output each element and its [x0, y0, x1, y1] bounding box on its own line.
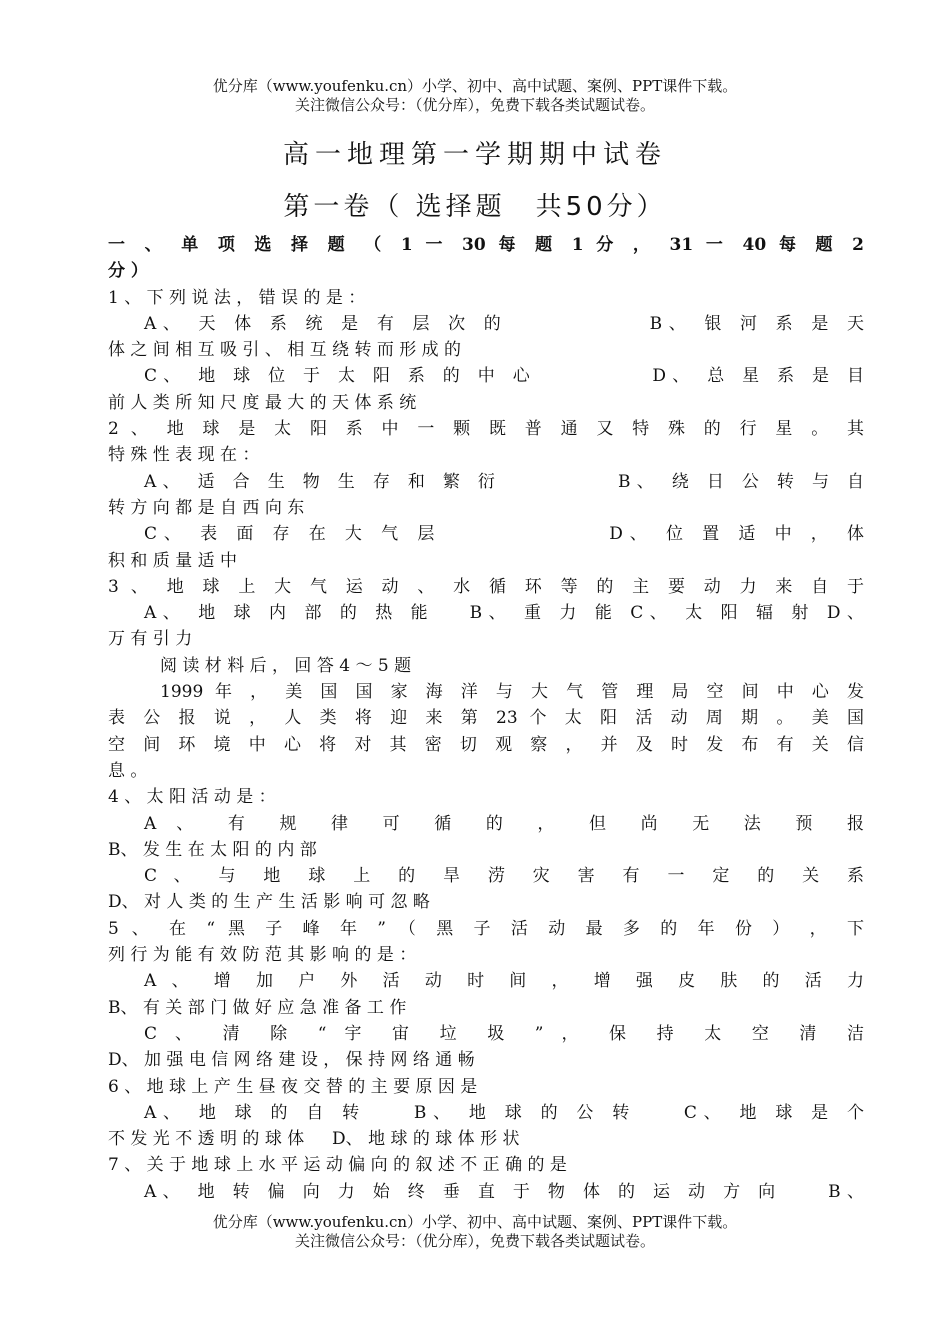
- question-2-options-cont: 转 方 向 都 是 自 西 向 东: [108, 497, 305, 518]
- question-4-option-a: A 、 有 规 律 可 循 的 ， 但 尚 无 法 预 报: [144, 813, 864, 834]
- question-1: 1 、 下 列 说 法 ， 错 误 的 是 ：: [108, 287, 366, 308]
- question-5-option-d: D、 加 强 电 信 网 络 建 设 ， 保 持 网 络 通 畅: [108, 1050, 475, 1071]
- question-1-options-cont: 体 之 间 相 互 吸 引 、 相 互 绕 转 而 形 成 的: [108, 340, 462, 361]
- exam-body: [108, 232, 864, 1205]
- header-line-2: 关注微信公众号：（优分库），免费下载各类试题试卷。: [294, 96, 655, 114]
- question-2-options: C、 表 面 存 在 大 气 层 D、 位 置 适 中 ， 体: [144, 524, 864, 545]
- question-2-options: A、 适 合 生 物 生 存 和 繁 衍 B、 绕 日 公 转 与 自: [144, 471, 864, 492]
- exam-title: 高一地理第一学期期中试卷: [282, 140, 667, 170]
- question-5-option-b: B、 有 关 部 门 做 好 应 急 准 备 工 作: [108, 997, 407, 1018]
- page-footer: [0, 1213, 950, 1251]
- reading-material: 1999 年 ， 美 国 国 家 海 洋 与 大 气 管 理 局 空 间 中 心 发: [160, 682, 864, 703]
- question-4-option-d: D、 对 人 类 的 生 产 生 活 影 响 可 忽 略: [108, 892, 430, 913]
- reading-material: 表 公 报 说 ， 人 类 将 迎 来 第 23 个 太 阳 活 动 周 期 。 美 国: [108, 708, 864, 729]
- question-2-cont: 特 殊 性 表 现 在 ：: [108, 445, 260, 466]
- header-line-1: 优分库（www.youfenku.cn）小学、初中、高中试题、案例、PPT课件下载。: [212, 77, 738, 95]
- question-5-option-c: C 、 清 除 “ 宇 宙 垃 圾 ” ， 保 持 太 空 清 洁: [144, 1023, 864, 1044]
- question-7-options: A、 地 转 偏 向 力 始 终 垂 直 于 物 体 的 运 动 方 向 B、: [144, 1181, 864, 1202]
- page-header: [0, 77, 950, 115]
- reading-instruction: 阅 读 材 料 后 ， 回 答 4 ～ 5 题: [160, 655, 412, 676]
- question-6-options: A、 地 球 的 自 转 B、 地 球 的 公 转 C、 地 球 是 个: [144, 1102, 864, 1123]
- question-1-options-cont: 前 人 类 所 知 尺 度 最 大 的 天 体 系 统: [108, 392, 417, 413]
- footer-line-1: 优分库（www.youfenku.cn）小学、初中、高中试题、案例、PPT课件下载。: [212, 1213, 738, 1231]
- question-6: 6 、 地 球 上 产 生 昼 夜 交 替 的 主 要 原 因 是: [108, 1076, 478, 1097]
- question-4: 4 、 太 阳 活 动 是 ：: [108, 787, 276, 808]
- question-4-option-c: C 、 与 地 球 上 的 旱 涝 灾 害 有 一 定 的 关 系: [144, 866, 864, 887]
- question-5-cont: 列 行 为 能 有 效 防 范 其 影 响 的 是 ：: [108, 945, 417, 966]
- footer-line-2: 关注微信公众号：（优分库），免费下载各类试题试卷。: [294, 1232, 655, 1250]
- section-heading-cont: 分 ）: [108, 261, 148, 282]
- question-3: 3 、 地 球 上 大 气 运 动 、 水 循 环 等 的 主 要 动 力 来 自 于: [108, 576, 864, 597]
- reading-material: 空 间 环 境 中 心 将 对 其 密 切 观 察 ， 并 及 时 发 布 有 关 信: [108, 734, 864, 755]
- question-7: 7 、 关 于 地 球 上 水 平 运 动 偏 向 的 叙 述 不 正 确 的 是: [108, 1155, 567, 1176]
- question-2-options-cont: 积 和 质 量 适 中: [108, 550, 238, 571]
- question-1-options: C、 地 球 位 于 太 阳 系 的 中 心 D、 总 星 系 是 目: [144, 366, 864, 387]
- question-4-option-b: B、 发 生 在 太 阳 的 内 部: [108, 839, 317, 860]
- question-3-options-cont: 万 有 引 力: [108, 629, 193, 650]
- question-1-options: A、 天 体 系 统 是 有 层 次 的 B、 银 河 系 是 天: [144, 313, 864, 334]
- question-6-options-cont: 不 发 光 不 透 明 的 球 体 D、 地 球 的 球 体 形 状: [108, 1129, 520, 1150]
- section-heading: 一 、 单 项 选 择 题 （ 1 一 30 每 题 1 分 ， 31 一 40 每 题 2: [108, 235, 864, 255]
- reading-material: 息 。: [108, 760, 148, 781]
- question-2: 2 、 地 球 是 太 阳 系 中 一 颗 既 普 通 又 特 殊 的 行 星 。 其: [108, 419, 864, 440]
- exam-subtitle: 第一卷（ 选择题 共50分）: [283, 192, 667, 222]
- question-5: 5 、 在 “ 黑 子 峰 年 ” （ 黑 子 活 动 最 多 的 年 份 ） ， 下: [108, 918, 864, 939]
- question-5-option-a: A 、 增 加 户 外 活 动 时 间 ， 增 强 皮 肤 的 活 力: [144, 971, 864, 992]
- question-3-options: A、 地 球 内 部 的 热 能 B、 重 力 能 C、 太 阳 辐 射 D、: [144, 603, 864, 624]
